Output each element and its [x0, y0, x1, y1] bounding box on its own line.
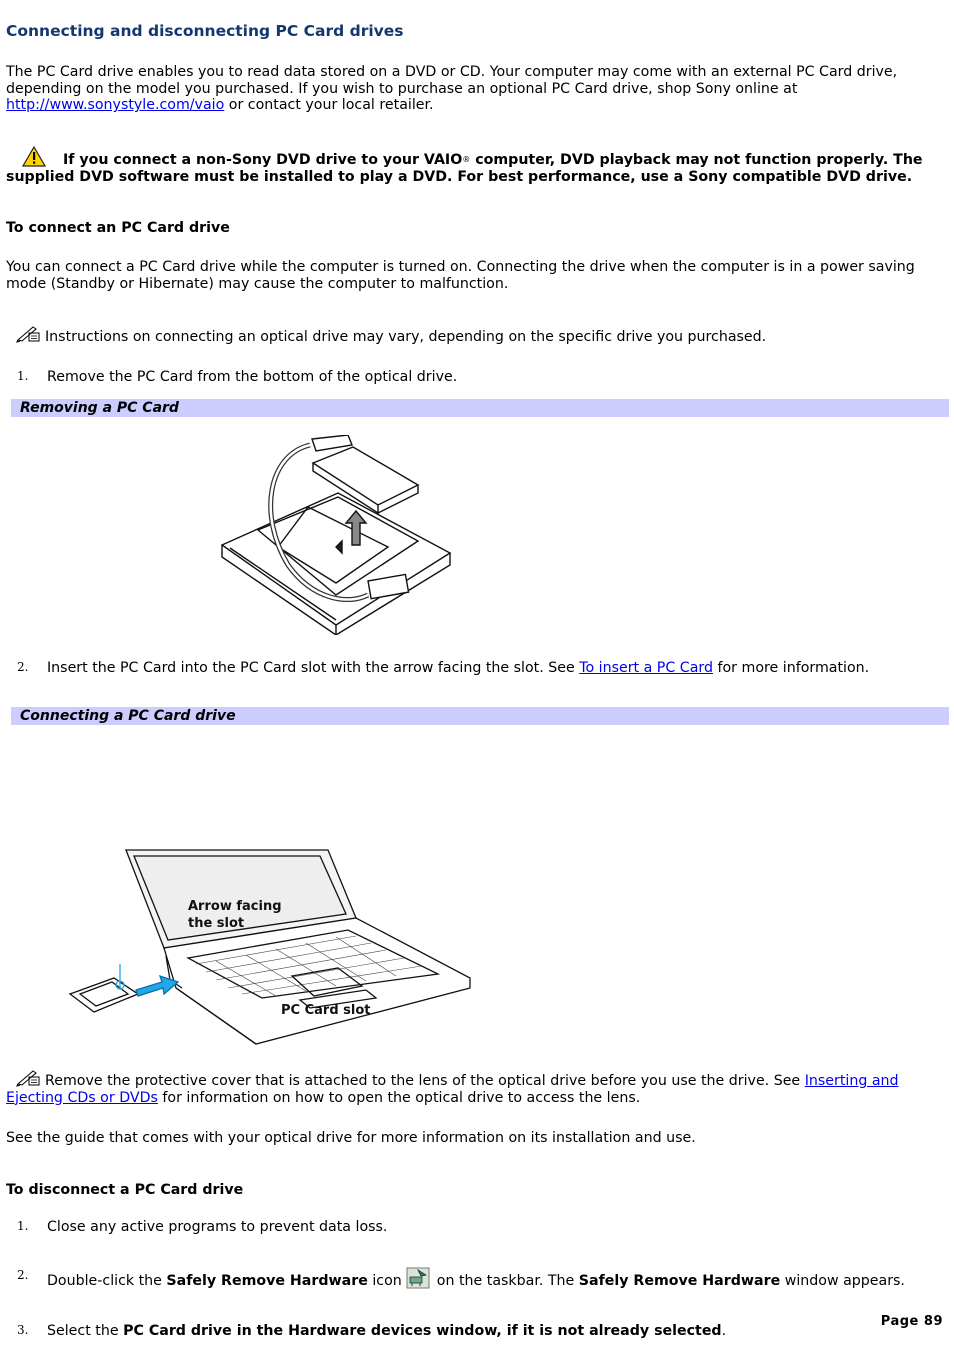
guide-paragraph: See the guide that comes with your optical drive for more information on its installation and use. [6, 1130, 696, 1146]
step-text-part: . [721, 1323, 727, 1339]
step-number: 2. [17, 660, 29, 674]
figure-caption: Removing a PC Card [11, 399, 949, 417]
step-number: 3. [17, 1323, 29, 1337]
connect-heading: To connect an PC Card drive [6, 220, 230, 236]
step-text-bold: PC Card drive in the Hardware devices window, if it is not already selected [123, 1323, 722, 1339]
arrow-label-line: the slot [188, 916, 245, 931]
connect-paragraph: You can connect a PC Card drive while the computer is turned on. Connecting the drive when the computer is in a power saving mode (Standby or Hibernate) may cause the computer to malfunction. [6, 259, 915, 292]
step-text: Close any active programs to prevent data loss. [47, 1219, 388, 1235]
safely-remove-hardware-icon [406, 1267, 430, 1289]
disconnect-heading: To disconnect a PC Card drive [6, 1182, 244, 1198]
step-text-part: Insert the PC Card into the PC Card slot with the arrow facing the slot. See [47, 660, 580, 676]
step-text [47, 1322, 867, 1340]
intro-text: The PC Card drive enables you to read data stored on a DVD or CD. Your computer may come with an external PC Card drive, depending on the model you purchased. If you wish to purchase an optional PC Card drive, shop Sony online at [6, 64, 898, 97]
step-number: 2. [17, 1268, 29, 1282]
step-text: Remove the PC Card from the bottom of the optical drive. [47, 369, 458, 385]
note-icon [15, 325, 41, 343]
step-number: 1. [17, 1219, 29, 1233]
step-text-part: window appears. [780, 1273, 905, 1289]
removing-pc-card-illustration [218, 435, 463, 635]
step-text [47, 1267, 927, 1290]
note-text-part: Remove the protective cover that is attached to the lens of the optical drive before you use the drive. See [45, 1073, 805, 1089]
step-text-part: Double-click the [47, 1273, 167, 1289]
intro-paragraph [6, 64, 926, 114]
step-text-part: for more information. [712, 660, 870, 676]
warning-text-part: computer, DVD playback may not function properly. The supplied DVD software must be installed to play a DVD. For best performance, use a Sony compatible DVD drive. [6, 152, 923, 185]
warning-text-part: If you connect a non-Sony DVD drive to your VAIO [63, 152, 463, 168]
registered-mark: ® [462, 155, 471, 164]
intro-text-end: or contact your local retailer. [224, 97, 434, 113]
warning-text [6, 152, 926, 185]
note-text: Instructions on connecting an optical drive may vary, depending on the specific drive you purchased. [45, 329, 767, 345]
step-text [47, 659, 927, 677]
note-text-part: for information on how to open the optical drive to access the lens. [157, 1089, 641, 1106]
arrow-label [188, 898, 282, 932]
page-title: Connecting and disconnecting PC Card drives [6, 22, 404, 40]
inserting-ejecting-link[interactable]: Inserting and Ejecting CDs or DVDs [6, 1073, 899, 1106]
insert-pc-card-link[interactable]: To insert a PC Card [579, 660, 713, 676]
page-number: Page 89 [880, 1314, 943, 1329]
step-text-part: Select the [47, 1323, 124, 1339]
arrow-label-line: Arrow facing [188, 899, 282, 914]
step-text-bold: Safely Remove Hardware [578, 1273, 781, 1289]
figure-caption: Connecting a PC Card drive [11, 707, 949, 725]
sonystyle-link[interactable]: http://www.sonystyle.com/vaio [6, 97, 225, 113]
step-text-bold: Safely Remove Hardware [166, 1273, 368, 1289]
connecting-pc-card-illustration [66, 848, 476, 1046]
step-number: 1. [17, 369, 29, 383]
note-text [6, 1073, 926, 1106]
step-text-part: on the taskbar. The [432, 1273, 579, 1289]
step-text-part: icon [367, 1273, 407, 1289]
slot-label: PC Card slot [281, 1003, 371, 1018]
